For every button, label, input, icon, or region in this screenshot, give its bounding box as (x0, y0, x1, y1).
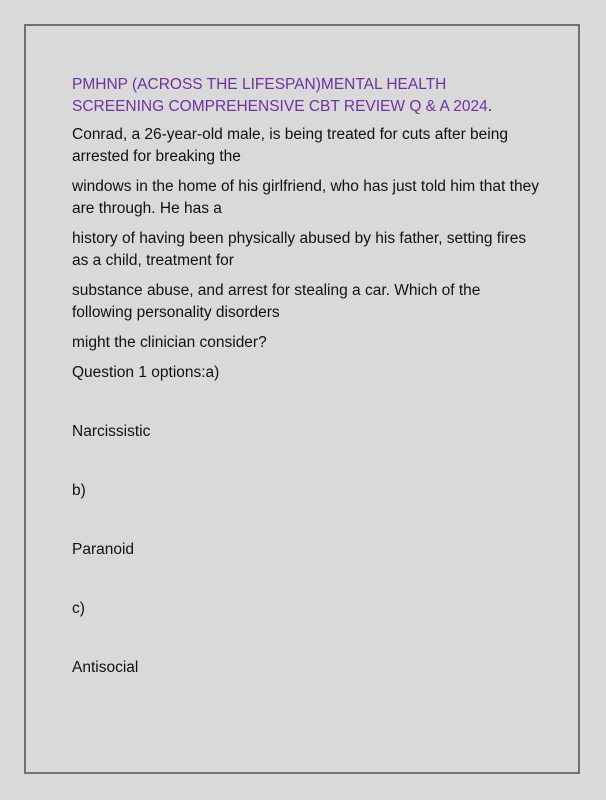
document-content (72, 74, 542, 716)
option-antisocial: Antisocial (72, 659, 139, 676)
question-paragraph-1: Conrad, a 26-year-old male, is being treated for cuts after being arrested for breaking the (72, 126, 508, 165)
option-narcissistic: Narcissistic (72, 423, 151, 440)
title-period: . (487, 98, 493, 115)
question-paragraph-5: might the clinician consider? (72, 334, 267, 351)
question-paragraph-4: substance abuse, and arrest for stealing a car. Which of the following personality disorders (72, 282, 481, 321)
question-options-label: Question 1 options:a) (72, 364, 220, 381)
option-paranoid: Paranoid (72, 541, 135, 558)
document-title (72, 74, 542, 118)
option-label-c: c) (72, 600, 85, 617)
option-label-b: b) (72, 482, 86, 499)
question-paragraph-2: windows in the home of his girlfriend, who has just told him that they are through. He has a (72, 178, 539, 217)
title-text: PMHNP (ACROSS THE LIFESPAN)MENTAL HEALTH SCREENING COMPREHENSIVE CBT REVIEW Q & A 2024 (72, 76, 488, 115)
document-page (24, 24, 580, 774)
question-paragraph-3: history of having been physically abused by his father, setting fires as a child, treatment for (72, 230, 527, 269)
